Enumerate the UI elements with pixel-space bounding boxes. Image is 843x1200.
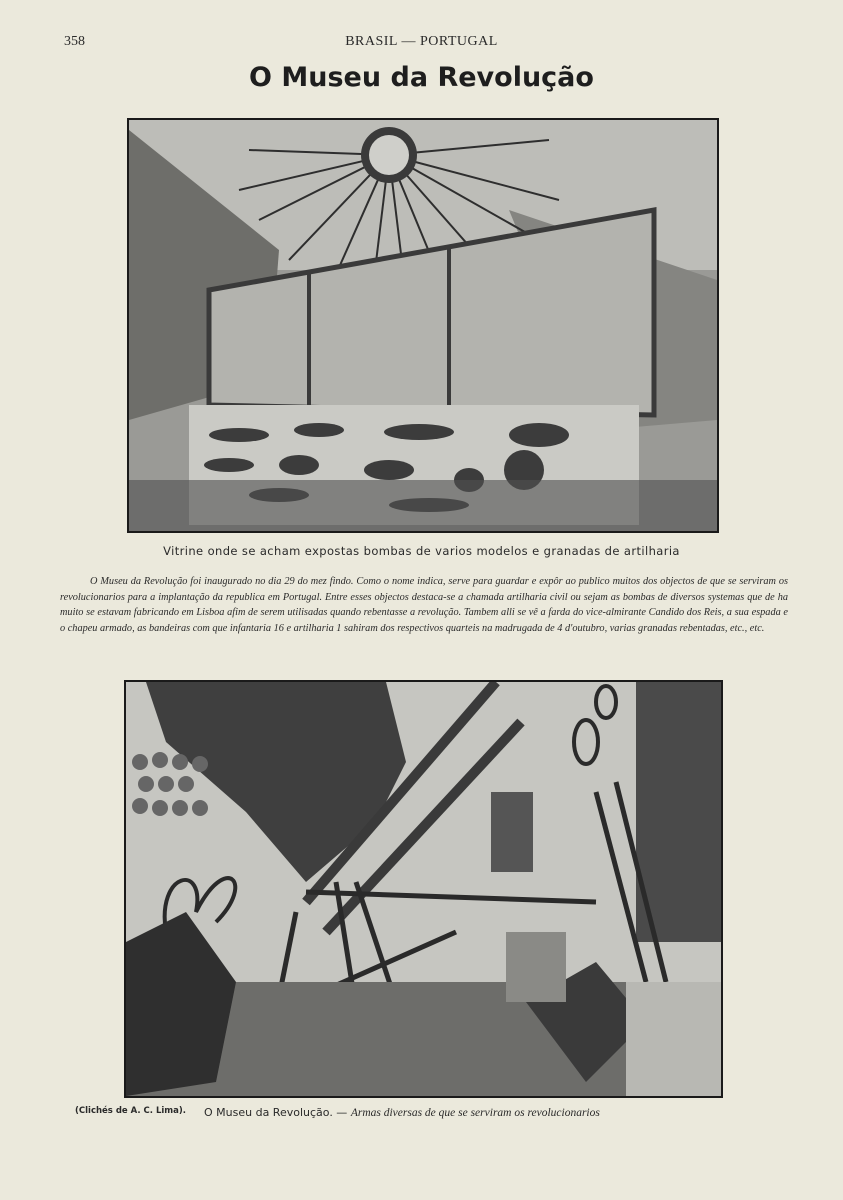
running-head: BRASIL — PORTUGAL <box>345 34 498 49</box>
photo2-caption-title: O Museu da Revolução. — <box>204 1106 348 1119</box>
photo1-caption: Vitrine onde se acham expostas bombas de varios modelos e granadas de artilharia <box>163 544 680 558</box>
page-number: 358 <box>64 34 85 49</box>
museum-vitrine-photo <box>127 118 719 533</box>
photo2-caption-desc: Armas diversas de que se serviram os revolucionarios <box>350 1107 600 1119</box>
museum-weapons-photo <box>124 680 723 1098</box>
photo-credit: (Clichés de A. C. Lima). <box>75 1106 187 1116</box>
page-title: O Museu da Revolução <box>249 62 594 93</box>
photo2-caption <box>204 1106 600 1119</box>
article-text: O Museu da Revolução foi inaugurado no dia 29 do mez findo. Como o nome indica, serve para guardar e expôr ao publico muitos dos objectos de que se serviram os revolucionarios para a implantação da republica em Portugal. Entre esses objectos destaca-se a chamada artilharia civil ou sejam as bombas de diversos systemas que de ha muito se estavam fabricando em Lisboa afim de serem utilisadas quando rebentasse a revolução. Tambem alli se vê a farda do vice-almirante Candido dos Reis, a sua espada e o chapeu armado, as bandeiras com que infantaria 16 e artilharia 1 sahiram dos respectivos quarteis na madrugada de 4 d'outubro, varias granadas rebentadas, etc., etc. <box>60 576 788 634</box>
